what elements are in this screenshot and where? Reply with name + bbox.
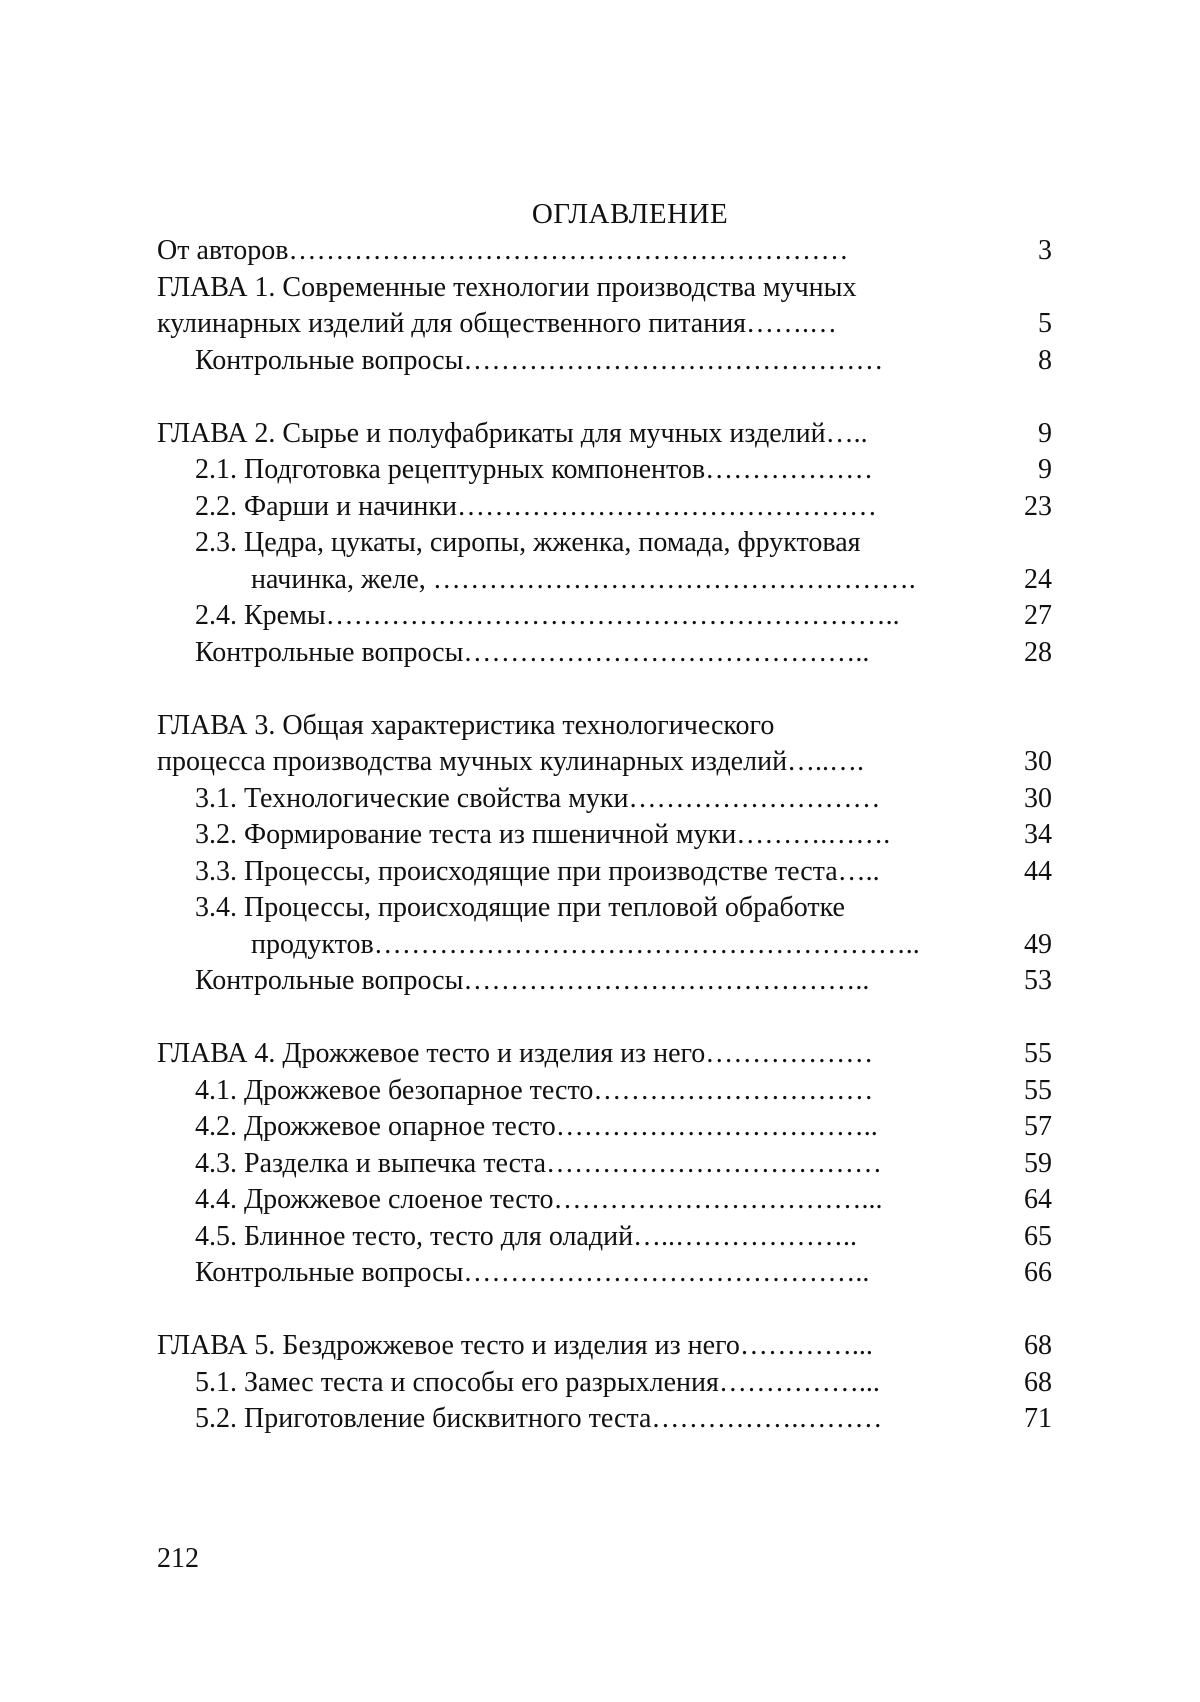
toc-entry-continuation: процесса производства мучных кулинарных изделий…..…. [157, 744, 987, 781]
toc-entry-page: 49 [1024, 927, 1052, 964]
toc-entry-text: 4.4. Дрожжевое слоеное тесто……………………………... [195, 1182, 1025, 1219]
toc-entry [157, 1401, 1052, 1438]
toc-entry-page: 9 [1038, 416, 1052, 453]
toc-entry-page: 68 [1024, 1365, 1052, 1402]
toc-entry-text: 3.2. Формирование теста из пшеничной муки……….……. [195, 817, 1025, 854]
toc-entry [157, 270, 1052, 343]
toc-entry-text: От авторов…………………………………………………… [157, 233, 987, 270]
toc-entry-page: 55 [1024, 1073, 1052, 1110]
toc-entry [157, 708, 1052, 781]
toc-entry-line: ГЛАВА 1. Современные технологии производства мучных [157, 272, 856, 303]
toc-entry-text [195, 890, 1025, 963]
toc-entry [157, 1182, 1052, 1219]
toc-entry-text: 4.3. Разделка и выпечка теста……………………………… [195, 1146, 1025, 1183]
toc-entry-text: ГЛАВА 2. Сырье и полуфабрикаты для мучных изделий….. [157, 416, 987, 453]
toc-entry [157, 635, 1052, 672]
toc-entry-page: 71 [1024, 1401, 1052, 1438]
toc-entry-page: 27 [1024, 598, 1052, 635]
toc-entry [157, 781, 1052, 818]
toc-entry-page: 24 [1024, 562, 1052, 599]
toc-entry-text: Контрольные вопросы…………………………………….. [195, 963, 1025, 1000]
toc-entry-text: 5.2. Приготовление бисквитного теста…………….……… [195, 1401, 1025, 1438]
toc-entry-continuation: начинка, желе, ……………………………………………. [195, 562, 1025, 599]
toc-entry-page: 34 [1024, 817, 1052, 854]
toc-entry-page: 28 [1024, 635, 1052, 672]
toc-entry [157, 1255, 1052, 1292]
toc-entry-text: 5.1. Замес теста и способы его разрыхления……………... [195, 1365, 1025, 1402]
toc-entry-text: ГЛАВА 4. Дрожжевое тесто и изделия из него……………… [157, 1036, 987, 1073]
toc-entry-page: 9 [1038, 452, 1052, 489]
toc-entry-continuation: продуктов………………………………………………….. [195, 927, 1025, 964]
toc-entry-page: 57 [1024, 1109, 1052, 1146]
toc-entry-text: 4.2. Дрожжевое опарное тесто…………………………….. [195, 1109, 1025, 1146]
table-of-contents [157, 233, 1052, 1438]
page-number: 212 [157, 1541, 199, 1577]
toc-entry-text [157, 270, 987, 343]
page-title: ОГЛАВЛЕНИЕ [0, 196, 1200, 232]
toc-entry-text: ГЛАВА 5. Бездрожжевое тесто и изделия из него…………... [157, 1328, 987, 1365]
toc-entry-text: Контрольные вопросы…………………………………….. [195, 635, 1025, 672]
toc-entry-page: 65 [1024, 1219, 1052, 1256]
toc-entry [157, 817, 1052, 854]
toc-entry [157, 489, 1052, 526]
toc-entry-text: 3.1. Технологические свойства муки……………………… [195, 781, 1025, 818]
toc-entry-page: 3 [1038, 233, 1052, 270]
toc-entry-page: 30 [1024, 781, 1052, 818]
document-page [0, 0, 1200, 1702]
toc-entry [157, 1036, 1052, 1073]
toc-entry-text: 3.3. Процессы, происходящие при производстве теста….. [195, 854, 1025, 891]
toc-entry [157, 525, 1052, 598]
toc-entry [157, 890, 1052, 963]
toc-entry [157, 598, 1052, 635]
toc-entry [157, 963, 1052, 1000]
section-gap [157, 1000, 1052, 1037]
toc-entry [157, 1073, 1052, 1110]
toc-entry-text: 2.4. Кремы…………………………………………………….. [195, 598, 1025, 635]
toc-entry-page: 66 [1024, 1255, 1052, 1292]
toc-entry-text [157, 708, 987, 781]
toc-entry-line: 2.3. Цедра, цукаты, сиропы, жженка, помада, фруктовая [195, 527, 861, 558]
toc-entry-text: 2.1. Подготовка рецептурных компонентов……………… [195, 452, 1025, 489]
toc-entry-text [195, 525, 1025, 598]
toc-entry-page: 53 [1024, 963, 1052, 1000]
section-gap [157, 379, 1052, 416]
toc-entry-text: 4.1. Дрожжевое безопарное тесто………………………… [195, 1073, 1025, 1110]
toc-entry-page: 55 [1024, 1036, 1052, 1073]
toc-entry-continuation: кулинарных изделий для общественного питания…….… [157, 306, 987, 343]
toc-entry [157, 1328, 1052, 1365]
toc-entry [157, 1146, 1052, 1183]
toc-entry-page: 8 [1038, 343, 1052, 380]
toc-entry-page: 5 [1038, 306, 1052, 343]
toc-entry [157, 1219, 1052, 1256]
toc-entry [157, 416, 1052, 453]
toc-entry-text: 4.5. Блинное тесто, тесто для оладий…..……………….. [195, 1219, 1025, 1256]
toc-entry [157, 1109, 1052, 1146]
toc-entry-text: Контрольные вопросы…………………………………….. [195, 1255, 1025, 1292]
toc-entry-line: 3.4. Процессы, происходящие при тепловой обработке [195, 892, 845, 923]
toc-entry [157, 854, 1052, 891]
toc-entry-page: 59 [1024, 1146, 1052, 1183]
toc-entry-page: 44 [1024, 854, 1052, 891]
toc-entry-page: 64 [1024, 1182, 1052, 1219]
section-gap [157, 1292, 1052, 1329]
toc-entry [157, 233, 1052, 270]
toc-entry-text: Контрольные вопросы……………………………………… [195, 343, 1025, 380]
toc-entry-page: 30 [1024, 744, 1052, 781]
toc-entry [157, 1365, 1052, 1402]
toc-entry-page: 23 [1024, 489, 1052, 526]
section-gap [157, 671, 1052, 708]
toc-entry-page: 68 [1024, 1328, 1052, 1365]
toc-entry [157, 343, 1052, 380]
toc-entry-line: ГЛАВА 3. Общая характеристика технологического [157, 710, 774, 741]
toc-entry [157, 452, 1052, 489]
toc-entry-text: 2.2. Фарши и начинки……………………………………… [195, 489, 1025, 526]
